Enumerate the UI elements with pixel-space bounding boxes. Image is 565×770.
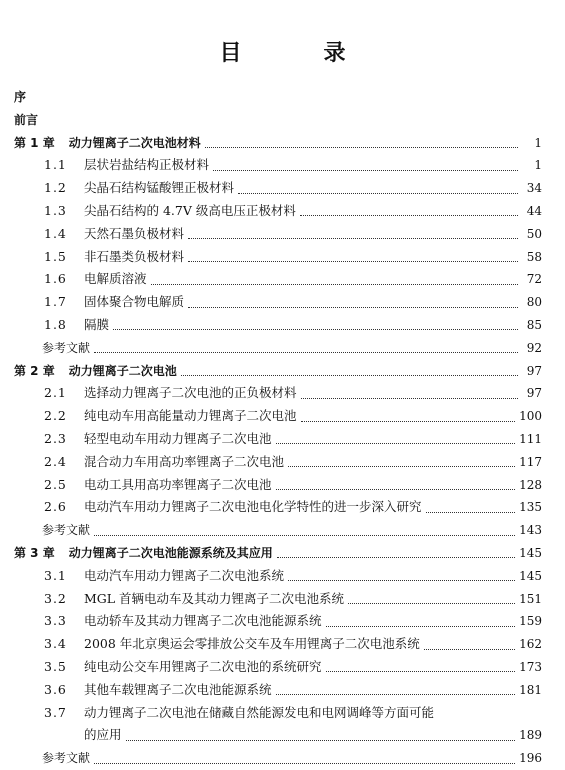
section-title-continued: 的应用 [84, 727, 122, 743]
section-number: 3.4 [44, 636, 67, 652]
dot-leader [151, 283, 518, 285]
section-title: 尖晶石结构的 4.7V 级高电压正极材料 [84, 202, 296, 218]
toc-chapter-2 [14, 360, 542, 383]
toc-section [14, 223, 542, 246]
section-title: 层状岩盐结构正极材料 [84, 157, 210, 173]
section-number: 3.2 [44, 590, 67, 606]
section-title: 尖晶石结构锰酸锂正极材料 [84, 180, 235, 196]
section-title: 电动工具用高功率锂离子二次电池 [84, 476, 272, 492]
page-number: 1 [534, 135, 542, 150]
dot-leader [288, 579, 515, 581]
page-title: 目 录 [219, 41, 376, 66]
page-number: 92 [526, 340, 542, 355]
dot-leader [326, 625, 516, 627]
section-number: 1.1 [44, 157, 67, 173]
table-of-contents [14, 86, 542, 770]
page-number: 189 [519, 728, 542, 743]
page-number: 97 [526, 386, 542, 401]
page-number: 1 [534, 158, 542, 173]
section-title: 选择动力锂离子二次电池的正负极材料 [84, 385, 297, 401]
page-number: 128 [519, 477, 542, 492]
toc-chapter-3 [14, 542, 542, 565]
references-title: 参考文献 [42, 340, 91, 355]
section-number: 3.1 [44, 567, 67, 583]
section-number: 2.6 [44, 499, 67, 515]
page-number: 72 [526, 272, 542, 287]
dot-leader [94, 534, 515, 536]
toc-section [14, 177, 542, 200]
section-title: 隔膜 [84, 316, 110, 332]
section-title: 电动汽车用动力锂离子二次电池系统 [84, 567, 285, 583]
chapter-number: 第 3 章 [14, 545, 55, 560]
toc-section [14, 314, 542, 337]
dot-leader [277, 556, 515, 558]
section-title: 固体聚合物电解质 [84, 294, 185, 310]
references-title: 参考文献 [42, 523, 91, 538]
toc-section [14, 496, 542, 519]
chapter-title: 动力锂离子二次电池 [68, 363, 177, 378]
dot-leader [300, 214, 518, 216]
chapter-number: 第 2 章 [14, 363, 55, 378]
section-number: 2.1 [44, 385, 67, 401]
toc-section [14, 633, 542, 656]
section-number: 1.4 [44, 225, 67, 241]
chapter-title: 动力锂离子二次电池材料 [68, 135, 201, 150]
section-number: 2.3 [44, 430, 67, 446]
toc-chapter-1 [14, 132, 542, 155]
toc-foreword [14, 109, 542, 132]
chapter-number: 第 1 章 [14, 135, 55, 150]
page-number: 50 [526, 226, 542, 241]
page-number: 44 [526, 203, 542, 218]
toc-foreword-label: 前言 [14, 112, 39, 127]
page-number: 135 [519, 500, 542, 515]
dot-leader [276, 488, 516, 490]
dot-leader [238, 192, 518, 194]
dot-leader [301, 397, 518, 399]
page-number: 159 [519, 614, 542, 629]
dot-leader [188, 306, 518, 308]
page-number: 85 [526, 317, 542, 332]
page-number: 145 [519, 568, 542, 583]
page-number: 111 [519, 431, 542, 446]
section-title: 电解质溶液 [84, 271, 147, 287]
page-number: 58 [526, 249, 542, 264]
section-title: 其他车载锂离子二次电池能源系统 [84, 681, 272, 697]
toc-preface [14, 86, 542, 109]
section-number: 1.6 [44, 271, 67, 287]
section-title: 纯电动车用高能量动力锂离子二次电池 [84, 408, 297, 424]
dot-leader [94, 351, 518, 353]
section-title: 轻型电动车用动力锂离子二次电池 [84, 430, 272, 446]
section-title: MGL 首辆电动车及其动力锂离子二次电池系统 [84, 590, 345, 606]
dot-leader [301, 420, 516, 422]
references-title: 参考文献 [42, 751, 91, 766]
page-number: 97 [526, 363, 542, 378]
section-number: 1.2 [44, 180, 67, 196]
section-title: 天然石墨负极材料 [84, 225, 185, 241]
page-number: 173 [519, 659, 542, 674]
toc-section [14, 428, 542, 451]
dot-leader [348, 602, 515, 604]
toc-section [14, 382, 542, 405]
toc-section [14, 268, 542, 291]
section-number: 3.7 [44, 704, 67, 720]
section-number: 1.7 [44, 294, 67, 310]
dot-leader [276, 442, 516, 444]
toc-references [14, 519, 542, 542]
toc-section [14, 200, 542, 223]
section-title: 纯电动公交车用锂离子二次电池的系统研究 [84, 658, 322, 674]
page-number: 143 [519, 523, 542, 538]
section-number: 2.5 [44, 476, 67, 492]
toc-section [14, 588, 542, 611]
section-number: 1.3 [44, 202, 67, 218]
toc-section [14, 405, 542, 428]
toc-section [14, 610, 542, 633]
dot-leader [181, 374, 518, 376]
dot-leader [426, 511, 516, 513]
page-number: 145 [519, 545, 542, 560]
section-title: 混合动力车用高功率锂离子二次电池 [84, 453, 285, 469]
dot-leader [326, 670, 516, 672]
page-number: 100 [519, 409, 542, 424]
dot-leader [424, 648, 515, 650]
section-number: 2.4 [44, 453, 67, 469]
toc-references [14, 747, 542, 770]
section-title: 2008 年北京奥运会零排放公交车及车用锂离子二次电池系统 [84, 636, 420, 652]
section-title: 电动汽车用动力锂离子二次电池电化学特性的进一步深入研究 [84, 499, 422, 515]
toc-section [14, 291, 542, 314]
toc-references [14, 337, 542, 360]
page-number: 181 [519, 682, 542, 697]
toc-section [14, 702, 542, 725]
dot-leader [94, 762, 515, 764]
toc-section [14, 451, 542, 474]
section-number: 2.2 [44, 408, 67, 424]
page-number: 34 [526, 181, 542, 196]
page-number: 117 [519, 454, 542, 469]
section-title: 动力锂离子二次电池在储藏自然能源发电和电网调峰等方面可能 [84, 704, 435, 720]
page-number: 80 [526, 295, 542, 310]
toc-section-continued [14, 724, 542, 747]
dot-leader [205, 146, 518, 148]
page-number: 196 [519, 751, 542, 766]
section-number: 1.8 [44, 316, 67, 332]
toc-section [14, 154, 542, 177]
toc-section [14, 246, 542, 269]
section-number: 3.5 [44, 658, 67, 674]
dot-leader [188, 237, 518, 239]
section-number: 3.6 [44, 681, 67, 697]
toc-section [14, 565, 542, 588]
dot-leader [213, 169, 518, 171]
dot-leader [113, 328, 518, 330]
toc-section [14, 656, 542, 679]
section-title: 非石墨类负极材料 [84, 248, 185, 264]
dot-leader [126, 739, 516, 741]
dot-leader [188, 260, 518, 262]
chapter-title: 动力锂离子二次电池能源系统及其应用 [68, 545, 273, 560]
section-number: 1.5 [44, 248, 67, 264]
section-number: 3.3 [44, 613, 67, 629]
toc-section [14, 474, 542, 497]
toc-section [14, 679, 542, 702]
dot-leader [276, 693, 516, 695]
section-title: 电动轿车及其动力锂离子二次电池能源系统 [84, 613, 322, 629]
toc-preface-label: 序 [14, 90, 27, 104]
dot-leader [288, 465, 515, 467]
page-number: 162 [519, 637, 542, 652]
page-number: 151 [519, 591, 542, 606]
